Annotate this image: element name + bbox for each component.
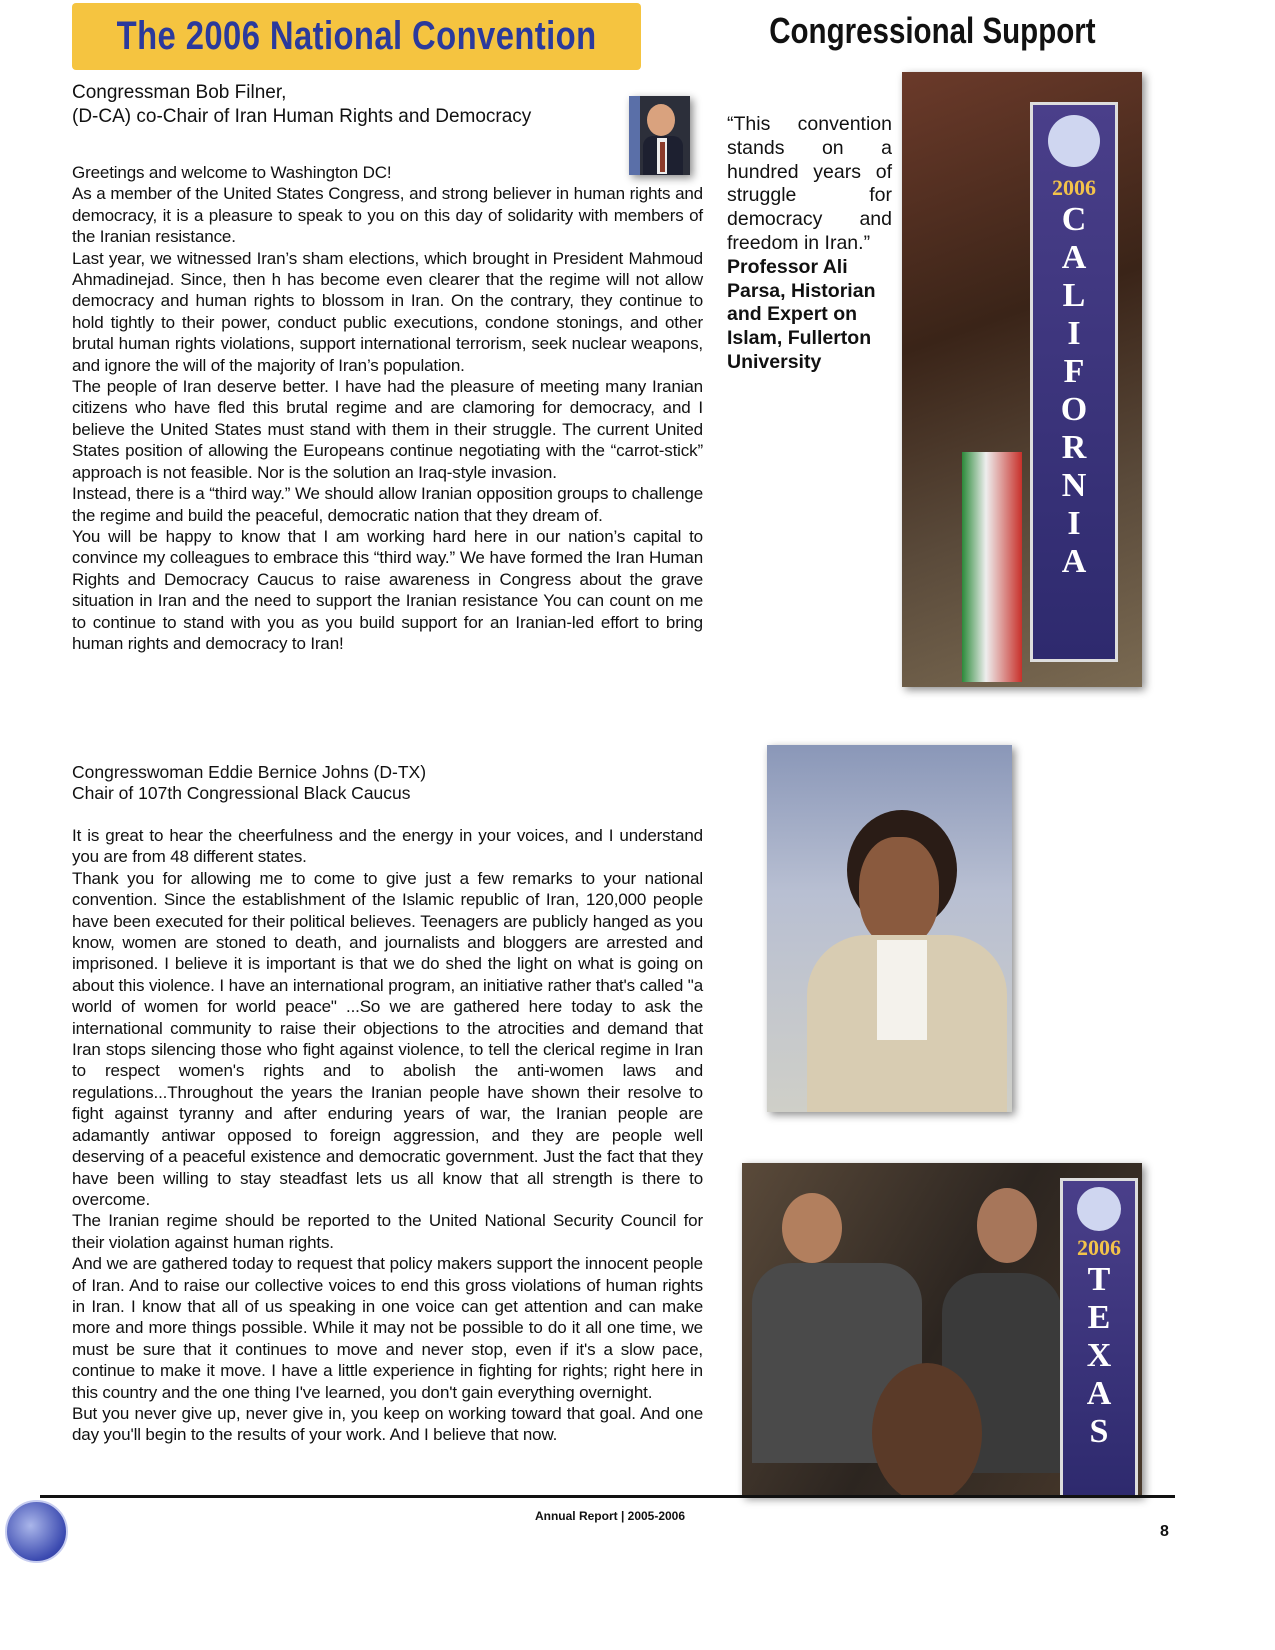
iran-flag [962,452,1022,682]
section2-body [72,825,703,1446]
paragraph: It is great to hear the cheerfulness and the energy in your voices, and I understand you are from 48 different states. [72,826,703,867]
section2-header [72,762,672,804]
paragraph: Last year, we witnessed Iran’s sham elections, which brought in President Mahmoud Ahmadinejad. Since, then h has become even clearer that the regime will not allow democracy and human rights to blossom in Iran. On the contrary, they continue to hold tightly to their power, conduct public executions, condone stonings, and other brutal human rights violations, support international terrorism, seek nuclear weapons, and ignore the will of the majority of Iran’s population. [72,248,703,375]
quote-text: “This convention stands on a hundred years of struggle for democracy and freedom in Iran.” [727,113,892,254]
banner-letter: A [1061,239,1087,276]
banner-letter: X [1086,1337,1112,1374]
paragraph: Instead, there is a “third way.” We should allow Iranian opposition groups to challenge the regime and build the peaceful, democratic nation that they dream of. [72,484,703,525]
banner-letter: N [1061,467,1087,504]
banner-letter: C [1061,201,1087,238]
quote-attribution: Professor Ali Parsa, Historian and Expert on Islam, Fullerton University [727,255,876,373]
banner-letter: I [1067,505,1081,542]
speaker-title: Chair of 107th Congressional Black Caucus [72,783,411,803]
page-number: 8 [1160,1523,1169,1540]
banner-year: 2006 [1077,1235,1121,1260]
california-banner [1030,102,1118,662]
section1-body [72,162,703,654]
johnson-photo [767,745,1012,1112]
paragraph: Thank you for allowing me to come to give just a few remarks to your national convention. Since the establishment of the Islamic republic of Iran, 120,000 people have been executed for their political believes. Teenagers are publicly hanged as you know, women are stoned to death, and journalists and bloggers are arrested and imprisoned. I believe it is important is that we do shed the light on what is going on about this violence. I have an international program, an initiative rather that's called "a world of women for world peace" ...So we are gathered here today to ask the international community to raise their objections to the atrocities and demand that Iran stops silencing those who fight against violence, to tell the clerical regime in Iran to respect women's rights and to abolish the anti-women laws and regulations...Throughout the years the Iranian people have shown their resolve to fight against tyranny and after enduring years of war, the Iranian people are adamantly antiwar opposed to foreign aggression, and they are people well deserving of a peaceful existence and democratic government. Just the fact that they have been willing to stay steadfast lets us all know that all strength is there to overcome. [72,868,703,1209]
banner-letter: S [1089,1413,1109,1450]
speaker-name: Congresswoman Eddie Bernice Johns (D-TX) [72,762,427,782]
banner-letter: O [1060,391,1088,428]
side-title: Congressional Support [769,10,1096,51]
banner-letter: A [1061,543,1087,580]
paragraph: But you never give up, never give in, you keep on working toward that goal. And one day you'll begin to the results of your work. And I believe that now. [72,1403,703,1445]
section1-header [72,81,632,129]
speaker-title: (D-CA) co-Chair of Iran Human Rights and Democracy [72,106,532,127]
texas-banner [1060,1178,1138,1496]
paragraph: You will be happy to know that I am working hard here in our nation’s capital to convince my colleagues to embrace this “third way.” We have formed the Iran Human Rights and Democracy Caucus to raise awareness in Congress about the grave situation in Iran and the need to support the Iranian resistance You can count on me to continue to stand with you as you build support for an Iranian-led effort to bring human rights and democracy to Iran! [72,526,703,653]
banner-state [1063,1261,1135,1451]
banner-letter: E [1087,1299,1111,1336]
banner-letter: I [1067,315,1081,352]
title-banner [72,3,641,70]
paragraph: The Iranian regime should be reported to the United National Security Council for their violation against human rights. [72,1211,703,1252]
banner-letter: F [1063,353,1085,390]
paragraph: Greetings and welcome to Washington DC! [72,163,392,182]
pull-quote [727,113,892,375]
banner-letter: R [1061,429,1087,466]
footer-text: Annual Report | 2005-2006 [534,1509,686,1523]
banner-state [1033,201,1115,581]
speaker-name: Congressman Bob Filner, [72,82,287,103]
banner-letter: L [1062,277,1086,314]
texas-delegation-photo [742,1163,1142,1496]
california-delegation-photo [902,72,1142,687]
footer-rule [40,1495,1175,1498]
banner-letter: T [1087,1261,1111,1298]
paragraph: The people of Iran deserve better. I have had the pleasure of meeting many Iranian citizens who have fled this brutal regime and are clamoring for democracy, and I believe the United States must stand with them in their struggle. The current United States position of allowing the Europeans continue negotiating with the “carrot-stick” approach is not feasible. Nor is the solution an Iraq-style invasion. [72,377,703,482]
banner-title: The 2006 National Convention [116,14,597,58]
paragraph: As a member of the United States Congress, and strong believer in human rights and democracy, it is a pleasure to speak to you on this day of solidarity with members of the Iranian resistance. [72,184,703,247]
banner-year: 2006 [1052,175,1096,200]
organization-logo [5,1500,68,1563]
banner-letter: A [1086,1375,1112,1412]
paragraph: And we are gathered today to request that policy makers support the innocent people of Iran. And to raise our collective voices to end this gross violations of human rights in Iran. I know that all of us speaking in one voice can get attention and can make more and more things possible. While it may not be possible to do it all one time, we must be sure that it continues to move and never stop, even if it's a slow pace, continue to make it move. I have a little experience in fighting for rights; right here in this country and the one thing I've learned, you don't gain everything overnight. [72,1254,703,1402]
